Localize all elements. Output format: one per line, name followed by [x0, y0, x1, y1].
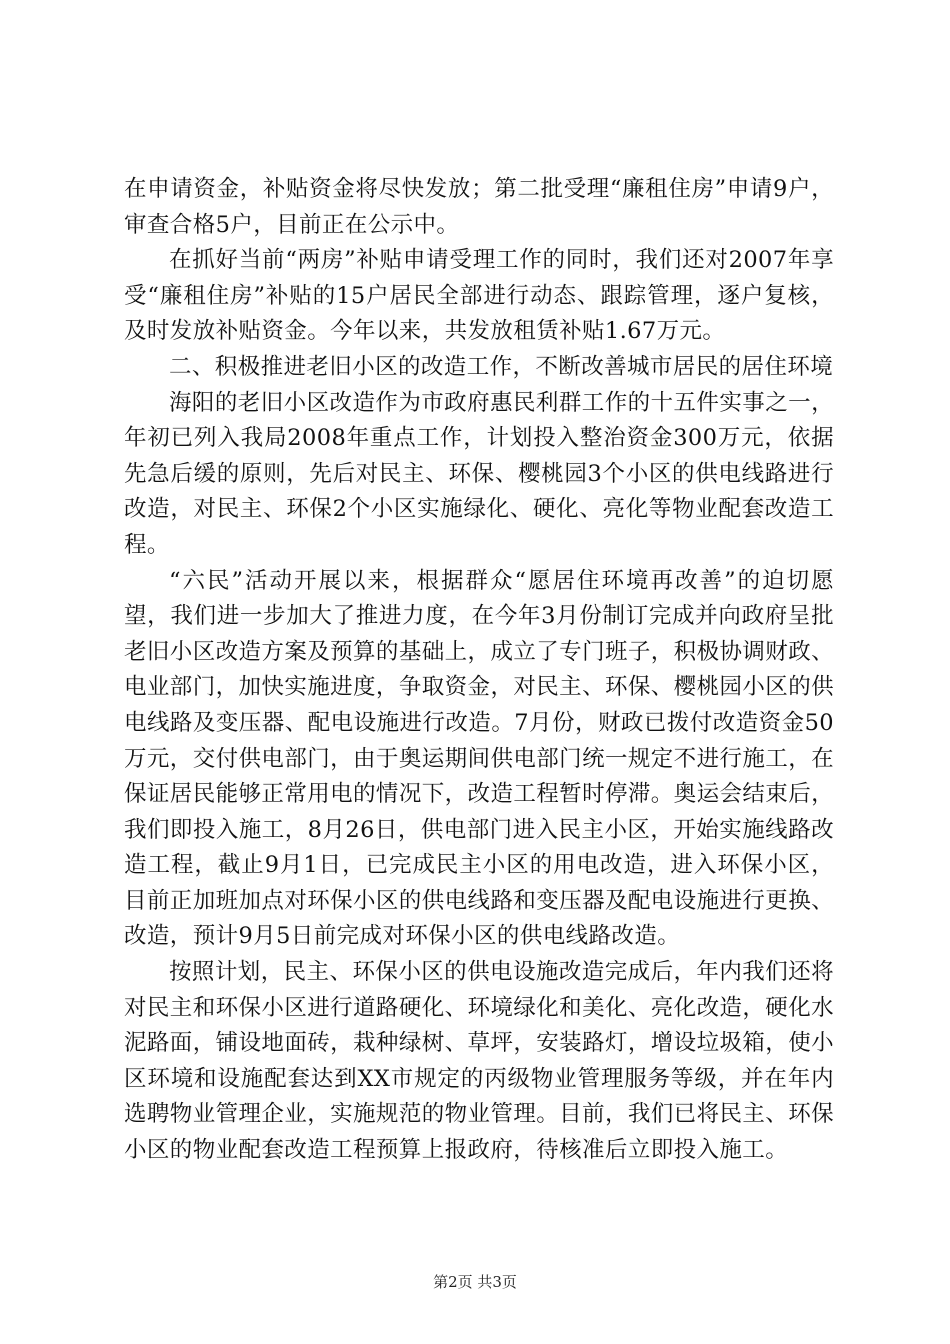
paragraph: 海阳的老旧小区改造作为市政府惠民利群工作的十五件实事之一，年初已列入我局2008年重点工作，计划投入整治资金300万元，依据先急后缓的原则，先后对民主、环保、樱桃园3个小区的供电线路进行改造，对民主、环保2个小区实施绿化、硬化、亮化等物业配套改造工程。: [124, 389, 834, 558]
paragraph: “六民”活动开展以来，根据群众“愿居住环境再改善”的迫切愿望，我们进一步加大了推进力度，在今年3月份制订完成并向政府呈批老旧小区改造方案及预算的基础上，成立了专门班子，积极协调财政、电业部门，加快实施进度，争取资金，对民主、环保、樱桃园小区的供电线路及变压器、配电设施进行改造。7月份，财政已拨付改造资金50万元，交付供电部门，由于奥运期间供电部门统一规定不进行施工，在保证居民能够正常用电的情况下，改造工程暂时停滞。奥运会结束后，我们即投入施工，8月26日，供电部门进入民主小区，开始实施线路改造工程，截止9月1日，已完成民主小区的用电改造，进入环保小区，目前正加班加点对环保小区的供电线路和变压器及配电设施进行更换、改造，预计9月5日前完成对环保小区的供电线路改造。: [124, 567, 834, 950]
paragraph: 按照计划，民主、环保小区的供电设施改造完成后，年内我们还将对民主和环保小区进行道路硬化、环境绿化和美化、亮化改造，硬化水泥路面，铺设地面砖，栽种绿树、草坪，安装路灯，增设垃圾箱，使小区环境和设施配套达到XX市规定的丙级物业管理服务等级，并在年内选聘物业管理企业，实施规范的物业管理。目前，我们已将民主、环保小区的物业配套改造工程预算上报政府，待核准后立即投入施工。: [124, 959, 834, 1164]
paragraph: 在申请资金，补贴资金将尽快发放；第二批受理“廉租住房”申请9户，审查合格5户，目前正在公示中。: [124, 176, 834, 238]
page-number-footer: 第2页 共3页: [433, 1273, 517, 1291]
document-body: [124, 172, 834, 1169]
paragraph: 在抓好当前“两房”补贴申请受理工作的同时，我们还对2007年享受“廉租住房”补贴的15户居民全部进行动态、跟踪管理，逐户复核，及时发放补贴资金。今年以来，共发放租赁补贴1.67万元。: [124, 247, 834, 345]
section-heading: 二、积极推进老旧小区的改造工作，不断改善城市居民的居住环境: [169, 353, 834, 380]
